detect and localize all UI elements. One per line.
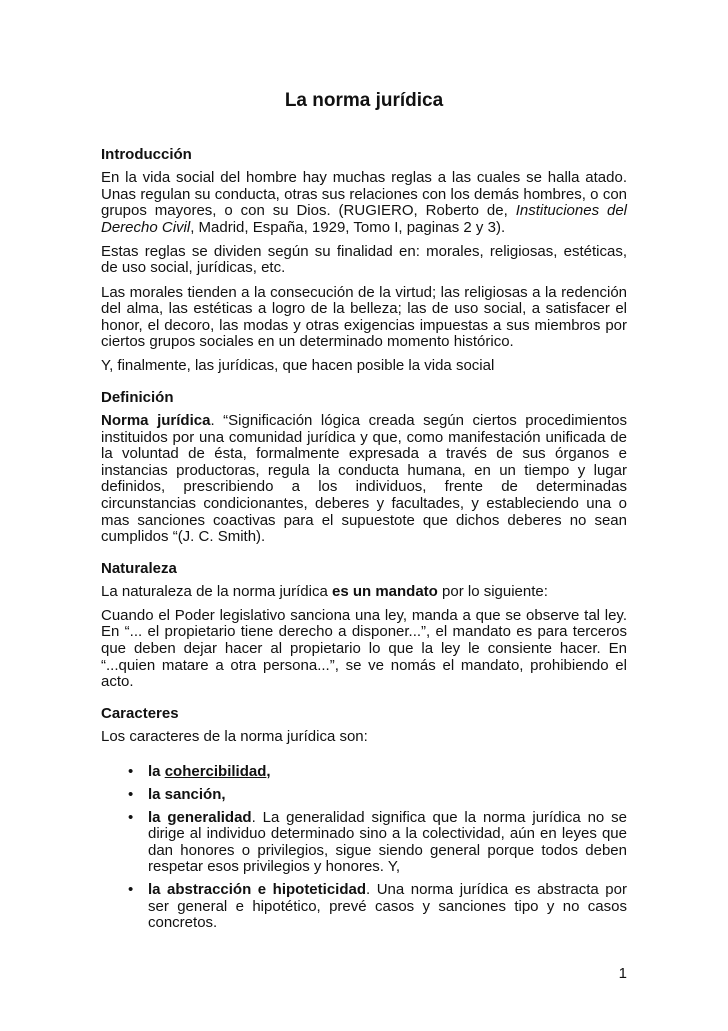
section-definicion [101,389,627,546]
characteristics-list [101,764,627,931]
list-item-generalidad: • la generalidad. La generalidad significa que la norma jurídica no se dirige al individuo determinado sino a la colectividad, aún en leyes que dan honores o privilegios, sigue siendo general porque todos deben respetar esos privilegios y honores. Y, [101,810,627,876]
paragraph: En la vida social del hombre hay muchas reglas a las cuales se halla atado. Unas regulan su conducta, otras sus relaciones con los demás hombres, o con grupos mayores, o con su Dios. (RUGIERO, Roberto de, Instituciones del Derecho Civil, Madrid, España, 1929, Tomo I, paginas 2 y 3). [101,169,627,236]
section-heading-definicion: Definición [101,389,174,407]
page-title: La norma jurídica [284,90,444,111]
paragraph: Y, finalmente, las jurídicas, que hacen posible la vida social [101,357,495,375]
paragraph: Los caracteres de la norma jurídica son: [101,727,368,745]
section-heading-introduccion: Introducción [101,146,192,163]
list-item-sancion: • la sanción, [101,787,627,804]
section-heading-naturaleza: Naturaleza [101,559,177,577]
page-number: 1 [618,965,627,982]
section-heading-caracteres: Caracteres [101,704,179,722]
list-item-cohercibilidad: • la cohercibilidad, [101,764,627,781]
paragraph: Cuando el Poder legislativo sanciona una ley, manda a que se observe tal ley. En “... el propietario tiene derecho a disponer...”, el mandato es para terceros que deben dejar hacer al propietario lo que la ley le consiente hacer. En “...quien matare a otra persona...”, se ve nomás el mandato, prohibiendo el acto. [101,606,627,691]
paragraph: Estas reglas se dividen según su finalidad en: morales, religiosas, estéticas, de uso social, jurídicas, etc. [101,242,627,277]
list-item-abstraccion: • la abstracción e hipoteticidad. Una norma jurídica es abstracta por ser general e hipotético, prevé casos y sanciones tipo y no casos concretos. [101,882,627,932]
section-caracteres [101,705,627,932]
paragraph: Las morales tienden a la consecución de la virtud; las religiosas a la redención del alma, las estéticas a logro de la belleza; las de uso social, a satisfacer el honor, el decoro, las modas y otras exigencias impuestas a sus miembros por ciertos grupos sociales en un determinado momento histórico. [101,283,627,351]
section-introduccion [101,146,627,375]
section-naturaleza [101,560,627,691]
paragraph: Norma jurídica. “Significación lógica creada según ciertos procedimientos instituidos por una comunidad jurídica y que, como manifestación unificada de la voluntad de ésta, formalmente expresada a través de sus órganos e instancias productoras, regula la conducta humana, en un tiempo y lugar definidos, prescribiendo a los individuos, frente de determinadas circunstancias condicionantes, deberes y facultades, y estableciendo una o mas sanciones coactivas para el supuestote que dichos deberes no sean cumplidos “(J. C. Smith). [101,412,627,546]
paragraph: La naturaleza de la norma jurídica es un mandato por lo siguiente: [101,582,548,600]
